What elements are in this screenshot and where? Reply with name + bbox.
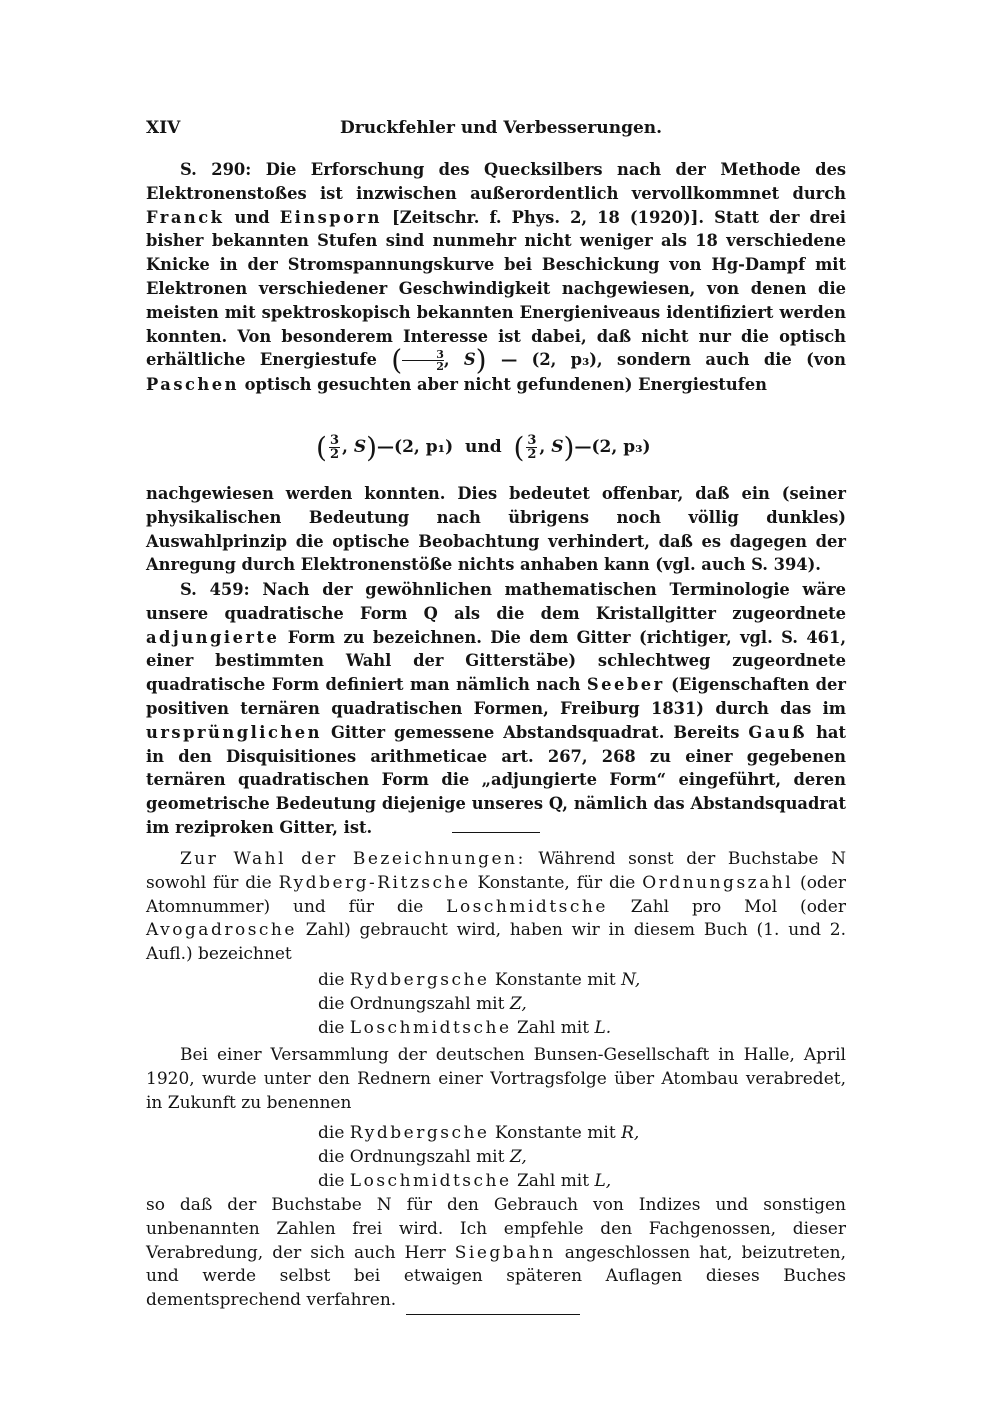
inline-formula: ( $\frac{3}{2}$ , S) — (2, p₃),	[391, 343, 603, 377]
notation-text: Zur Wahl der Bezeichnungen: Während sonst der Buchstabe N sowohl für die Rydberg-Ritzsche Konstante, für die Ordnungszahl (oder Atomnummer) und für die Loschmidtsche Zahl pro Mol (oder Avogadrosche Zahl) gebraucht wird, haben wir in diesem Buch (1. und 2. Aufl.) bezeichnet	[146, 849, 846, 965]
page-number: XIV	[146, 118, 181, 138]
display-formula: ( $\frac{3}{2}$ , S)—(2, p₁) und ( $\frac{3}{2}$ , S)—(2, p₃)	[316, 431, 651, 464]
errata-s290-continuation	[146, 482, 846, 577]
list-item: die Ordnungszahl mit Z,	[318, 994, 527, 1014]
notation-list-old	[318, 968, 818, 1040]
running-title: Druckfehler und Verbesserungen.	[340, 118, 663, 138]
name-franck: Franck	[146, 207, 225, 227]
notation-list-new	[318, 1121, 818, 1193]
bunsen-paragraph	[146, 1044, 846, 1115]
closing-text: so daß der Buchstabe N für den Gebrauch von Indizes und sonstigen unbenannten Zahlen frei wird. Ich empfehle den Fachgenossen, dieser Verabredung, der sich auch Herr Siegbahn angeschlossen hat, beizutreten, und werde selbst bei etwaigen späteren Auflagen dieses Buches dementsprechend verfahren.	[146, 1195, 846, 1311]
errata-s459-paragraph	[146, 578, 846, 840]
errata-s459-text: S. 459: Nach der gewöhnlichen mathematischen Terminologie wäre unsere quadratische Form Q als die dem Kristallgitter zugeordnete adjungierte Form zu bezeichnen. Die dem Gitter (richtiger, vgl. S. 461, einer bestimmten Wahl der Gitterstäbe) schlechtweg zugeordnete quadratische Form definiert man nämlich nach Seeber (Eigenschaften der positiven ternären quadratischen Formen, Freiburg 1831) durch das im ursprünglichen Gitter gemessene Abstandsquadrat. Bereits Gauß hat in den Disquisitiones arithmeticae art. 267, 268 zu einer gegebenen ternären quadratischen Form die „adjungierte Form“ eingeführt, deren geometrische Bedeutung diejenige unseres Q, nämlich das Abstandsquadrat im reziproken Gitter, ist.	[146, 580, 846, 837]
name-seeber: Seeber	[586, 675, 665, 695]
errata-s290-continuation-text: nachgewiesen werden konnten. Dies bedeutet offenbar, daß ein (seiner physikalischen Bedeutung nach übrigens noch völlig dunkles) Auswahlprinzip die optische Beobachtung verhindert, daß es dagegen der Anregung durch Elektronenstöße nichts anhaben kann (vgl. auch S. 394).	[146, 484, 846, 575]
list-item: die Loschmidtsche Zahl mit L.	[318, 1018, 612, 1038]
list-item: die Rydbergsche Konstante mit R,	[318, 1123, 640, 1143]
errata-s290-paragraph	[146, 158, 846, 397]
name-gauss: Gauß	[748, 722, 808, 742]
term-adjungierte: adjungierte	[146, 627, 280, 647]
term-urspruenglichen: ursprünglichen	[146, 722, 322, 742]
page-header	[146, 114, 846, 144]
list-item: die Ordnungszahl mit Z,	[318, 1147, 527, 1167]
list-item: die Rydbergsche Konstante mit N,	[318, 970, 641, 990]
name-siegbahn: Siegbahn	[454, 1242, 556, 1263]
list-item: die Loschmidtsche Zahl mit L,	[318, 1171, 612, 1191]
name-paschen: Paschen	[146, 374, 239, 394]
end-divider	[406, 1314, 580, 1315]
section-divider	[452, 832, 540, 833]
notation-paragraph	[146, 848, 846, 967]
name-einsporn: Einsporn	[279, 207, 382, 227]
notation-heading: Zur Wahl der Bezeichnungen:	[180, 849, 526, 869]
errata-s290-text: S. 290: Die Erforschung des Quecksilbers nach der Methode des Elektronenstoßes ist inzwischen außerordentlich vervollkommnet durch Franck und Einsporn [Zeitschr. f. Phys. 2, 18 (1920)]. Statt der drei bisher bekannten Stufen sind nunmehr nicht weniger als 18 verschiedene Knicke in der Stromspannungskurve bei Beschickung von Hg-Dampf mit Elektronen verschiedener Geschwindigkeit nachgewiesen, von denen die meisten mit spektroskopisch bekannten Energieniveaus identifiziert werden konnten. Von besonderem Interesse ist dabei, daß nicht nur die optisch erhältliche Energiestufe ( $\frac{3}{2}$ , S) — (2, p₃), sondern auch die (von Paschen optisch gesuchten aber nicht gefundenen) Energiestufen	[146, 160, 847, 394]
bunsen-text: Bei einer Versammlung der deutschen Bunsen-Gesellschaft in Halle, April 1920, wurde unter den Rednern einer Vortragsfolge über Atombau verabredet, in Zukunft zu benennen	[146, 1045, 846, 1113]
closing-paragraph	[146, 1194, 846, 1313]
